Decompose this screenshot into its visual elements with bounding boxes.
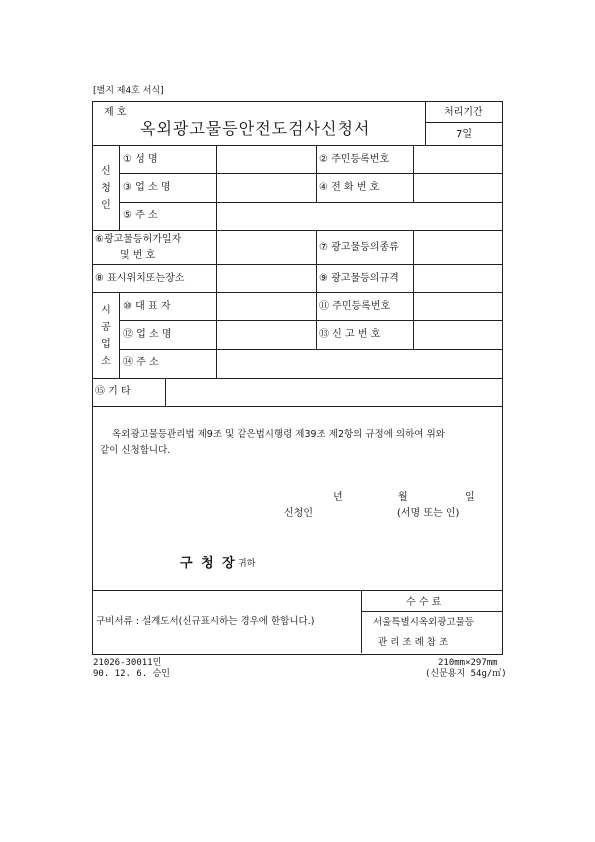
report-number-label: ⑬ 신 고 번 호 <box>319 329 381 340</box>
applicant-sign-label: 신청인 <box>284 508 313 519</box>
form-title: 옥외광고물등안전도검사신청서 <box>140 119 371 138</box>
approval-date: 90. 12. 6. 승인 <box>93 669 170 679</box>
statement-line-2: 같이 신청합니다. <box>100 445 171 456</box>
report-number-field[interactable] <box>414 321 501 348</box>
recipient-title: 구 청 장 <box>180 556 237 571</box>
number-label: 제 호 <box>104 107 127 118</box>
permit-number-label: 및 번 호 <box>120 250 156 261</box>
contractor-business-field[interactable] <box>217 321 315 348</box>
statement-line-1: 옥외광고물등관리법 제9조 및 같은법시행령 제39조 제2항의 규정에 의하여 위와 <box>112 429 445 440</box>
contractor-group-label: 시공업소 <box>101 305 111 367</box>
location-label: ⑧ 표시위치또는장소 <box>95 273 185 284</box>
applicant-group-label: 신청인 <box>101 166 111 211</box>
processing-period-value: 7일 <box>456 129 473 140</box>
location-field[interactable] <box>217 265 315 291</box>
paper-type: (신문용지 54g/㎡) <box>425 669 507 679</box>
contractor-address-field[interactable] <box>217 350 501 377</box>
date-day-label: 일 <box>465 492 475 503</box>
contractor-business-label: ⑫ 업 소 명 <box>123 329 172 340</box>
name-label: ① 성 명 <box>123 154 158 165</box>
applicant-id-label: ② 주민등록번호 <box>319 154 390 165</box>
applicant-sign-field[interactable] <box>318 504 388 520</box>
business-name-field[interactable] <box>217 174 315 201</box>
applicant-address-label: ⑤ 주 소 <box>123 210 158 221</box>
permit-field[interactable] <box>217 231 315 263</box>
form-code: 21026-30011민 <box>93 658 162 668</box>
paper-size: 210mm×297mm <box>438 658 498 668</box>
applicant-address-field[interactable] <box>217 203 501 229</box>
fee-reference-line-1: 서울특별시옥외광고물등 <box>373 617 474 628</box>
representative-label: ⑩ 대 표 자 <box>123 301 171 312</box>
other-field[interactable] <box>166 379 501 405</box>
fee-label: 수 수 료 <box>406 597 442 608</box>
contractor-id-label: ⑪ 주민등록번호 <box>319 301 391 312</box>
ad-size-field[interactable] <box>414 265 501 291</box>
phone-field[interactable] <box>414 174 501 201</box>
required-documents-label: 구비서류 : 설계도서(신규표시하는 경우에 한합니다.) <box>96 616 315 627</box>
applicant-id-field[interactable] <box>414 146 501 172</box>
sign-or-seal-label: (서명 또는 인) <box>397 508 460 519</box>
fee-reference-line-2: 관 리 조 례 참 조 <box>378 637 449 648</box>
business-name-label: ③ 업 소 명 <box>123 182 171 193</box>
other-label: ⑮ 기 타 <box>95 386 131 397</box>
ad-size-label: ⑨ 광고물등의규격 <box>319 273 399 284</box>
contractor-id-field[interactable] <box>414 293 501 319</box>
name-field[interactable] <box>217 146 315 172</box>
ad-type-label: ⑦ 광고물등의종류 <box>319 242 399 253</box>
form-label: [별지 제4호 서식] <box>93 86 164 96</box>
permit-date-label: ⑥광고물등허가일자 <box>95 234 182 245</box>
recipient-suffix: 귀하 <box>238 559 256 569</box>
ad-type-field[interactable] <box>414 231 501 263</box>
date-month-label: 월 <box>398 492 408 503</box>
contractor-address-label: ⑭ 주 소 <box>123 357 159 368</box>
processing-period-label: 처리기간 <box>444 107 483 118</box>
representative-field[interactable] <box>217 293 315 319</box>
phone-label: ④ 전 화 번 호 <box>319 182 380 193</box>
date-year-label: 년 <box>333 492 343 503</box>
